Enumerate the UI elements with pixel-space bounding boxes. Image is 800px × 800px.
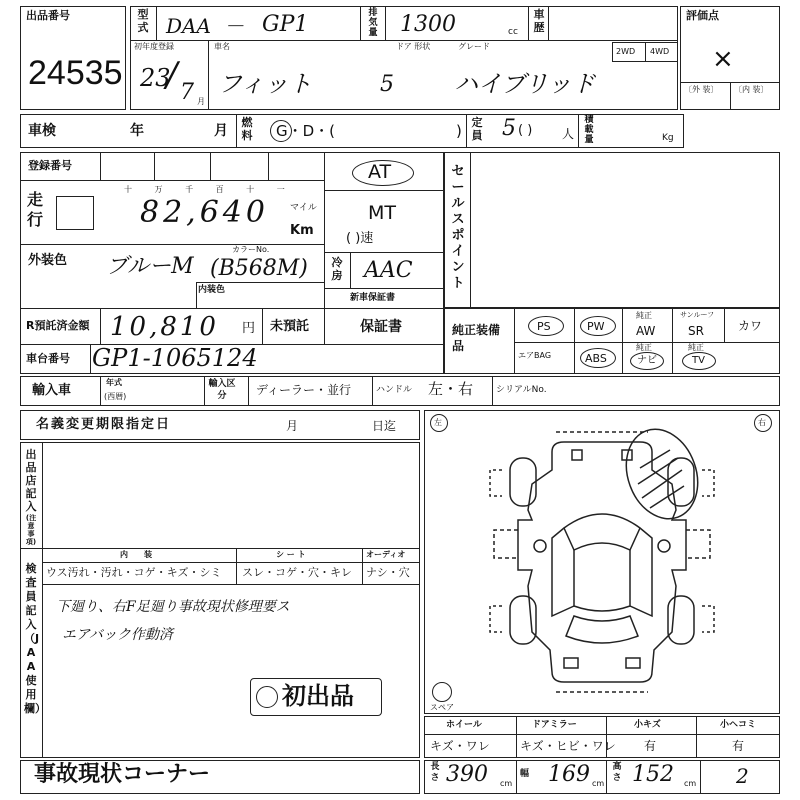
load-unit: Kg [662, 133, 674, 143]
inspection-year-label: 年 [130, 123, 144, 139]
serial-label: シリアルNo. [496, 385, 547, 395]
trans-mt: MT [368, 202, 396, 224]
import-class-label: 輸入区分 [208, 379, 236, 401]
model-dash: － [224, 14, 244, 38]
small-dent-label: 小ヘコミ [720, 720, 757, 730]
drive-2wd: 2WD [616, 47, 636, 56]
displacement-label: 排気量 [368, 8, 378, 38]
fuel-close: ) [456, 122, 462, 140]
small-scratch-label: 小キズ [634, 720, 661, 730]
model-label: 型式 [137, 8, 149, 34]
first-reg-year: 23 [140, 64, 171, 92]
handle-label: ハンドル [376, 385, 413, 395]
small-scratch-value: 有 [644, 739, 657, 753]
interior-head: 内 装 [120, 550, 152, 559]
inspector-note-2: エアバック作動済 [62, 627, 173, 643]
load-label: 積載量 [584, 115, 594, 145]
equip-navi: ナビ [637, 355, 657, 366]
door-label: ドア 形状 [396, 42, 431, 51]
reg-no-label: 登録番号 [28, 159, 72, 172]
history-label: 車歴 [533, 8, 545, 34]
trans-at: AT [368, 161, 392, 183]
rating-interior-label: 〔内 装〕 [734, 85, 769, 94]
audio-options: ナシ・穴 [366, 566, 410, 579]
drive-4wd: 4WD [650, 47, 670, 56]
model-prefix: DAA [166, 14, 211, 38]
mileage-label: 走行 [26, 190, 43, 229]
mirror-options: キズ・ヒビ・ワレ [520, 739, 616, 753]
interior-color-label: 内装色 [198, 285, 226, 295]
chassis-no: GP1-1065124 [92, 344, 258, 372]
rating-value: × [712, 44, 734, 74]
first-reg-label: 初年度登録 [134, 42, 174, 51]
equip-aw: AW [636, 324, 656, 338]
width-label: 幅 [520, 769, 530, 779]
mirror-label: ドアミラー [532, 720, 577, 730]
width-value: 169 [548, 762, 590, 787]
height-value: 152 [632, 762, 674, 787]
lot-label: 出品番号 [26, 9, 70, 22]
fuel-label: 燃料 [241, 116, 253, 142]
wheel-label: ホイール [446, 720, 482, 730]
fuel-options: G・D・( [276, 122, 336, 140]
rating-exterior-label: 〔外 装〕 [684, 85, 719, 94]
seat-head: シ ー ト [276, 550, 306, 559]
mileage-mile: マイル [290, 203, 317, 213]
equip-leather: カワ [738, 319, 763, 333]
equip-sr: SR [688, 324, 704, 338]
stamp-circle [256, 686, 278, 708]
equip-abs: ABS [585, 352, 607, 365]
first-reg-month: 7 [180, 80, 194, 105]
audio-head: オーディオ [366, 550, 406, 559]
lot-number: 24535 [28, 54, 123, 92]
mileage: 82,640 [140, 195, 269, 230]
small-dent-value: 有 [732, 739, 745, 753]
inspection-label: 車検 [28, 123, 56, 139]
month-suffix: 月 [197, 97, 205, 106]
rating-label: 評価点 [686, 9, 719, 22]
car-name: フィット [218, 70, 313, 98]
capacity-paren: ( ) [518, 123, 533, 138]
inspector-label: 検査員記入（JAA使用欄） [24, 562, 46, 715]
displacement-unit: cc [508, 27, 518, 37]
import-label: 輸入車 [32, 383, 72, 398]
warranty-value: 保証書 [360, 319, 402, 335]
first-reg-slash: / [166, 55, 178, 95]
diagram-spare: スペア [430, 703, 454, 712]
sales-point-box [444, 152, 780, 308]
chassis-label: 車台番号 [26, 352, 70, 365]
equipment-label: 純正装備品 [452, 323, 501, 353]
interior-options: ウス汚れ・汚れ・コゲ・キズ・シミ [46, 566, 222, 579]
car-name-label: 車名 [214, 42, 230, 51]
height-label: 高さ [612, 762, 622, 783]
capacity-label: 定員 [471, 116, 483, 142]
dims-last: 2 [736, 764, 749, 788]
doors: 5 [380, 72, 394, 97]
handle-options: 左・右 [428, 380, 474, 398]
equip-aw-top: 純正 [636, 311, 652, 320]
ac-label: 冷房 [331, 256, 343, 282]
capacity-unit: 人 [562, 127, 575, 141]
grade-label: グレード [458, 42, 490, 51]
diagram-left: 左 [434, 418, 442, 427]
inspector-note-1: 下廻り、右F足廻り事故現状修理要ス [56, 599, 290, 615]
wheel-options: キズ・ワレ [430, 739, 490, 753]
recycle-label: R預託済金額 [26, 319, 90, 332]
trans-speed: ( )速 [346, 231, 374, 246]
recycle-amount: 10,810 [110, 312, 219, 342]
displacement: 1300 [400, 12, 456, 37]
color-no-label: カラーNo. [232, 245, 270, 254]
mileage-checkbox [56, 196, 94, 230]
length-value: 390 [446, 762, 488, 787]
model-code: GP1 [262, 12, 309, 37]
equip-tv: TV [692, 355, 705, 366]
name-change-day: 日迄 [372, 419, 397, 433]
car-diagram [424, 410, 780, 714]
mileage-km: Km [290, 223, 314, 238]
import-year-sub: (西暦) [104, 392, 127, 401]
stamp-text: 初出品 [282, 682, 354, 710]
equip-ps: PS [537, 320, 551, 333]
equip-tv-top: 純正 [688, 343, 704, 352]
import-year-label: 年式 [106, 378, 122, 387]
seat-options: スレ・コゲ・穴・キレ [242, 566, 352, 579]
mileage-digits: 十 万 千 百 十 一 [124, 185, 295, 194]
warranty-label: 新車保証書 [350, 293, 396, 303]
recycle-unpaid: 未預託 [270, 319, 310, 334]
name-change-month: 月 [286, 419, 299, 433]
diagram-right: 右 [758, 418, 766, 427]
width-unit: cm [592, 779, 605, 788]
equip-navi-top: 純正 [636, 343, 652, 352]
seller-notes-label: 出品店記入 [25, 448, 37, 513]
sales-point-label: セールスポイント [451, 164, 465, 291]
length-unit: cm [500, 779, 513, 788]
seller-notes-sub: (注意事項) [25, 514, 37, 546]
color-code: (B568M) [210, 256, 308, 281]
corner-text: 事故現状コーナー [34, 762, 211, 787]
inspection-month-label: 月 [214, 123, 228, 139]
color-label: 外装色 [28, 253, 68, 268]
ac-value: AAC [364, 258, 413, 283]
name-change-label: 名義変更期限指定日 [36, 417, 172, 432]
equip-airbag: エアBAG [518, 351, 552, 360]
recycle-unit: 円 [242, 321, 256, 336]
grade: ハイブリッド [454, 70, 596, 98]
import-class-options: ディーラー・並行 [256, 383, 352, 397]
capacity: 5 [502, 116, 516, 141]
equip-pw: PW [587, 320, 605, 333]
height-unit: cm [684, 779, 697, 788]
length-label: 長さ [430, 762, 440, 783]
equip-sr-top: サンルーフ [680, 311, 715, 319]
color: ブルーM [106, 254, 194, 279]
